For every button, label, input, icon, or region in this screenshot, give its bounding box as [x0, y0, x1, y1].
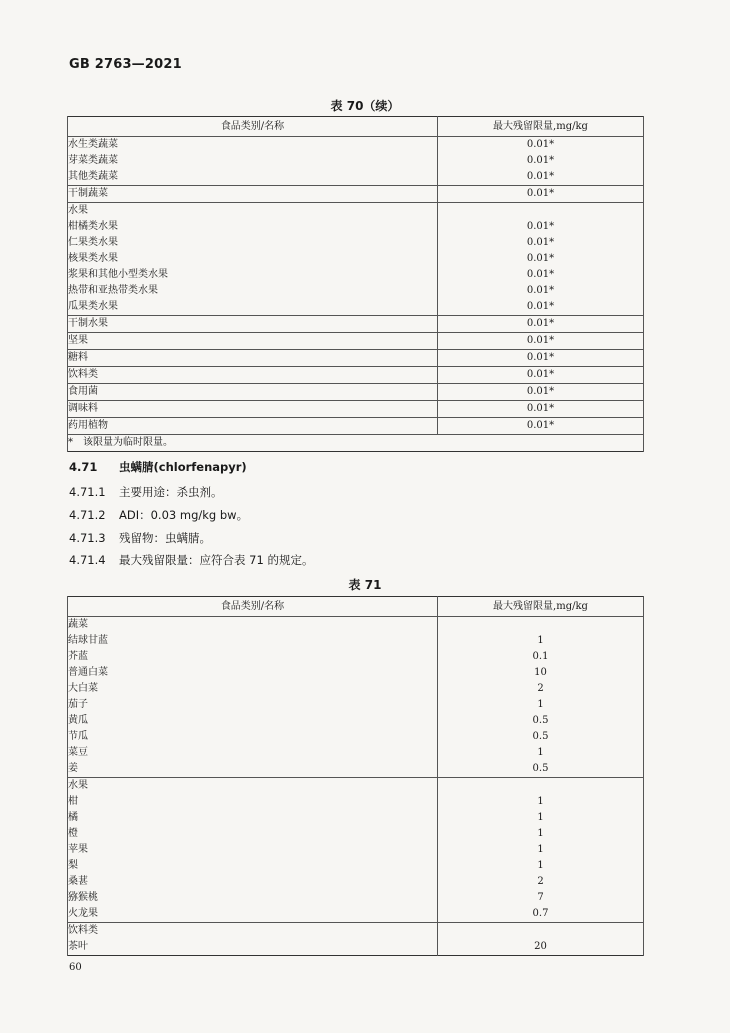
- table-71: [67, 596, 644, 956]
- limit-value-cell: 0.01*: [438, 299, 644, 316]
- food-name-cell: 菜豆: [68, 745, 438, 761]
- limit-value-cell: 20: [438, 939, 644, 956]
- table-row: [68, 333, 644, 350]
- table-row: [68, 906, 644, 923]
- table-row: [68, 649, 644, 665]
- food-name-cell: 橙: [68, 826, 438, 842]
- table-row: [68, 367, 644, 384]
- food-name-cell: 结球甘蓝: [68, 633, 438, 649]
- food-name-cell: 浆果和其他小型类水果: [68, 267, 438, 283]
- food-name-cell: 瓜果类水果: [68, 299, 438, 316]
- limit-value-cell: 0.01*: [438, 169, 644, 186]
- limit-value-cell: [438, 923, 644, 940]
- table-row: [68, 761, 644, 778]
- section-item: [69, 552, 313, 568]
- table-row: [68, 617, 644, 634]
- table-row: [68, 219, 644, 235]
- food-name-cell: 水果: [68, 203, 438, 220]
- limit-value-cell: 2: [438, 874, 644, 890]
- food-name-cell: 调味料: [68, 401, 438, 418]
- food-name-cell: 芽菜类蔬菜: [68, 153, 438, 169]
- standard-code: GB 2763—2021: [69, 57, 182, 72]
- item-number: 4.71.1: [69, 485, 106, 499]
- food-name-cell: 茄子: [68, 697, 438, 713]
- table70-footnote: * 该限量为临时限量。: [68, 435, 644, 452]
- table-70: [67, 116, 644, 452]
- section-title: 虫螨腈(chlorfenapyr): [119, 460, 247, 474]
- limit-value-cell: 0.01*: [438, 137, 644, 154]
- table-row: [68, 299, 644, 316]
- food-name-cell: 橘: [68, 810, 438, 826]
- table-row: [68, 794, 644, 810]
- item-text: 残留物：虫螨腈。: [119, 531, 211, 545]
- food-name-cell: 茶叶: [68, 939, 438, 956]
- table-row: [68, 729, 644, 745]
- table-row: [68, 203, 644, 220]
- food-name-cell: 黄瓜: [68, 713, 438, 729]
- food-name-cell: 食用菌: [68, 384, 438, 401]
- table-row: [68, 890, 644, 906]
- table-row: [68, 713, 644, 729]
- table-row: [68, 401, 644, 418]
- food-name-cell: 梨: [68, 858, 438, 874]
- limit-value-cell: 1: [438, 794, 644, 810]
- section-number: 4.71: [69, 460, 98, 474]
- food-name-cell: 其他类蔬菜: [68, 169, 438, 186]
- limit-value-cell: 0.01*: [438, 384, 644, 401]
- limit-value-cell: 0.01*: [438, 267, 644, 283]
- table-row: [68, 778, 644, 795]
- limit-value-cell: 0.01*: [438, 219, 644, 235]
- food-name-cell: 火龙果: [68, 906, 438, 923]
- section-item: [69, 484, 223, 500]
- table-row: [68, 283, 644, 299]
- table-row: [68, 186, 644, 203]
- limit-value-cell: 1: [438, 697, 644, 713]
- column-header-food-category: 食品类别/名称: [68, 597, 438, 617]
- table-row: [68, 316, 644, 333]
- table-row: [68, 350, 644, 367]
- table-row: [68, 858, 644, 874]
- limit-value-cell: 0.01*: [438, 235, 644, 251]
- limit-value-cell: 0.01*: [438, 251, 644, 267]
- food-name-cell: 干制蔬菜: [68, 186, 438, 203]
- table-row: [68, 842, 644, 858]
- table-row: [68, 137, 644, 154]
- food-name-cell: 水生类蔬菜: [68, 137, 438, 154]
- limit-value-cell: [438, 203, 644, 220]
- limit-value-cell: 0.5: [438, 729, 644, 745]
- column-header-max-residue-limit: 最大残留限量,mg/kg: [438, 117, 644, 137]
- limit-value-cell: [438, 617, 644, 634]
- limit-value-cell: 0.01*: [438, 316, 644, 333]
- limit-value-cell: 2: [438, 681, 644, 697]
- table-row: [68, 745, 644, 761]
- section-item: [69, 530, 211, 546]
- food-name-cell: 热带和亚热带类水果: [68, 283, 438, 299]
- food-name-cell: 干制水果: [68, 316, 438, 333]
- table-row: [68, 681, 644, 697]
- limit-value-cell: 0.01*: [438, 367, 644, 384]
- food-name-cell: 柑: [68, 794, 438, 810]
- limit-value-cell: 7: [438, 890, 644, 906]
- table-row: [68, 153, 644, 169]
- table-row: [68, 826, 644, 842]
- limit-value-cell: 1: [438, 633, 644, 649]
- food-name-cell: 药用植物: [68, 418, 438, 435]
- limit-value-cell: 1: [438, 810, 644, 826]
- item-number: 4.71.3: [69, 531, 106, 545]
- food-name-cell: 大白菜: [68, 681, 438, 697]
- food-name-cell: 节瓜: [68, 729, 438, 745]
- table-row: [68, 169, 644, 186]
- table-row: [68, 384, 644, 401]
- column-header-max-residue-limit: 最大残留限量,mg/kg: [438, 597, 644, 617]
- table-row: [68, 923, 644, 940]
- table-row: [68, 251, 644, 267]
- limit-value-cell: 1: [438, 745, 644, 761]
- table-row: [68, 874, 644, 890]
- food-name-cell: 糖料: [68, 350, 438, 367]
- table-row: [68, 235, 644, 251]
- limit-value-cell: 0.01*: [438, 153, 644, 169]
- food-name-cell: 饮料类: [68, 367, 438, 384]
- table-row: [68, 418, 644, 435]
- food-name-cell: 坚果: [68, 333, 438, 350]
- item-text: 主要用途：杀虫剂。: [119, 485, 223, 499]
- limit-value-cell: 0.1: [438, 649, 644, 665]
- item-text: ADI：0.03 mg/kg bw。: [119, 508, 249, 522]
- food-name-cell: 芥蓝: [68, 649, 438, 665]
- food-name-cell: 姜: [68, 761, 438, 778]
- food-name-cell: 核果类水果: [68, 251, 438, 267]
- table71-caption: 表 71: [348, 578, 382, 592]
- limit-value-cell: 10: [438, 665, 644, 681]
- limit-value-cell: 1: [438, 826, 644, 842]
- section-heading: [69, 459, 247, 475]
- table-row: [68, 810, 644, 826]
- food-name-cell: 柑橘类水果: [68, 219, 438, 235]
- food-name-cell: 桑葚: [68, 874, 438, 890]
- limit-value-cell: 0.01*: [438, 418, 644, 435]
- section-item: [69, 507, 248, 523]
- limit-value-cell: 0.01*: [438, 283, 644, 299]
- food-name-cell: 苹果: [68, 842, 438, 858]
- page-number: 60: [69, 962, 82, 973]
- limit-value-cell: 0.5: [438, 761, 644, 778]
- table-row: [68, 633, 644, 649]
- limit-value-cell: 0.01*: [438, 333, 644, 350]
- limit-value-cell: 1: [438, 842, 644, 858]
- limit-value-cell: 0.5: [438, 713, 644, 729]
- table-row: [68, 697, 644, 713]
- table-row: [68, 267, 644, 283]
- table-row: [68, 939, 644, 956]
- item-number: 4.71.2: [69, 508, 106, 522]
- food-name-cell: 仁果类水果: [68, 235, 438, 251]
- limit-value-cell: 0.01*: [438, 186, 644, 203]
- item-number: 4.71.4: [69, 553, 106, 567]
- table-row: [68, 665, 644, 681]
- limit-value-cell: 0.7: [438, 906, 644, 923]
- food-name-cell: 猕猴桃: [68, 890, 438, 906]
- food-name-cell: 蔬菜: [68, 617, 438, 634]
- limit-value-cell: 0.01*: [438, 401, 644, 418]
- food-name-cell: 普通白菜: [68, 665, 438, 681]
- limit-value-cell: 1: [438, 858, 644, 874]
- item-text: 最大残留限量：应符合表 71 的规定。: [119, 553, 314, 567]
- food-name-cell: 饮料类: [68, 923, 438, 940]
- food-name-cell: 水果: [68, 778, 438, 795]
- column-header-food-category: 食品类别/名称: [68, 117, 438, 137]
- limit-value-cell: [438, 778, 644, 795]
- limit-value-cell: 0.01*: [438, 350, 644, 367]
- table70-caption: 表 70（续）: [330, 99, 400, 113]
